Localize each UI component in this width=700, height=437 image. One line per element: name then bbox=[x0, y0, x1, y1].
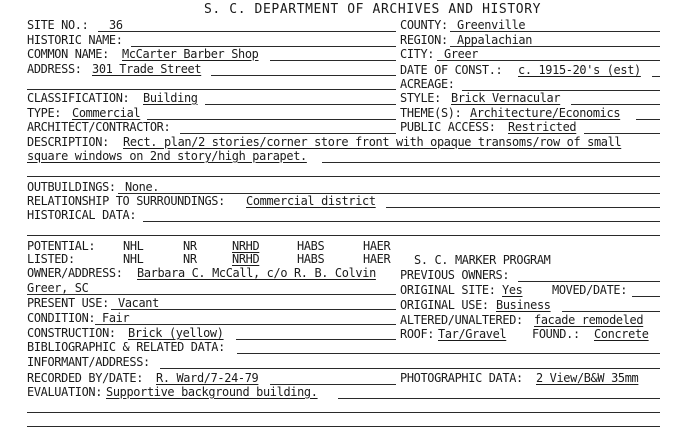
evaluation-label: EVALUATION: bbox=[27, 384, 103, 399]
date-const-line bbox=[652, 76, 660, 77]
common-name-line bbox=[270, 60, 396, 61]
outbuildings-value: None. bbox=[125, 179, 160, 194]
original-use-value: Business bbox=[496, 297, 551, 312]
region-label: REGION: bbox=[400, 32, 448, 47]
evaluation-blank-line-2 bbox=[27, 426, 660, 427]
date-const-value: c. 1915-20's (est) bbox=[518, 62, 641, 77]
roof-label: ROOF: bbox=[400, 326, 435, 341]
foundation-label: FOUND.: bbox=[532, 326, 580, 341]
type-value: Commercial bbox=[72, 105, 141, 120]
original-site-label: ORIGINAL SITE: bbox=[400, 282, 496, 297]
potential-nrhd: NRHD bbox=[232, 238, 260, 253]
city-value: Greer bbox=[444, 46, 479, 61]
historical-data-label: HISTORICAL DATA: bbox=[27, 207, 137, 222]
themes-line bbox=[636, 119, 660, 120]
region-value: Appalachian bbox=[457, 32, 533, 47]
photographic-data-label: PHOTOGRAPHIC DATA: bbox=[400, 370, 523, 385]
owner-label: OWNER/ADDRESS: bbox=[27, 265, 123, 280]
owner-line2: Greer, SC bbox=[27, 280, 89, 295]
public-access-label: PUBLIC ACCESS: bbox=[400, 119, 496, 134]
historical-blank-line bbox=[27, 235, 660, 236]
architect-label: ARCHITECT/CONTRACTOR: bbox=[27, 119, 171, 134]
type-line bbox=[147, 119, 396, 120]
common-name-value: McCarter Barber Shop bbox=[122, 46, 259, 61]
site-no-value: 36 bbox=[109, 17, 123, 32]
listed-haer: HAER bbox=[363, 251, 391, 266]
description-label: DESCRIPTION: bbox=[27, 134, 109, 149]
listed-habs: HABS bbox=[297, 251, 325, 266]
potential-label: POTENTIAL: bbox=[27, 238, 96, 253]
recorded-by-value: R. Ward/7-24-79 bbox=[156, 370, 259, 385]
classification-line bbox=[205, 104, 396, 105]
informant-line bbox=[160, 368, 660, 369]
potential-haer: HAER bbox=[363, 238, 391, 253]
roof-value: Tar/Gravel bbox=[438, 326, 507, 341]
listed-nr: NR bbox=[183, 251, 197, 266]
potential-nhl: NHL bbox=[123, 238, 144, 253]
public-access-value: Restricted bbox=[508, 119, 577, 134]
relationship-value: Commercial district bbox=[246, 193, 376, 208]
owner-line1: Barbara C. McCall, c/o R. B. Colvin bbox=[137, 265, 376, 280]
type-label: TYPE: bbox=[27, 105, 62, 120]
site-no-line bbox=[98, 31, 396, 32]
listed-nhl: NHL bbox=[123, 251, 144, 266]
original-site-value: Yes bbox=[502, 282, 523, 297]
bibliographic-line bbox=[237, 353, 660, 354]
relationship-line bbox=[386, 207, 660, 208]
photographic-data-value: 2 View/B&W 35mm bbox=[536, 370, 639, 385]
date-const-label: DATE OF CONST.: bbox=[400, 62, 503, 77]
county-value: Greenville bbox=[457, 17, 526, 32]
potential-habs: HABS bbox=[297, 238, 325, 253]
condition-value: Fair bbox=[102, 310, 130, 325]
common-name-label: COMMON NAME: bbox=[27, 46, 109, 61]
informant-label: INFORMANT/ADDRESS: bbox=[27, 354, 150, 369]
relationship-label: RELATIONSHIP TO SURROUNDINGS: bbox=[27, 193, 225, 208]
classification-value: Building bbox=[143, 90, 198, 105]
moved-date-line bbox=[632, 296, 660, 297]
description-line2: square windows on 2nd story/high parapet. bbox=[27, 148, 307, 163]
present-use-label: PRESENT USE: bbox=[27, 295, 109, 310]
site-no-label: SITE NO.: bbox=[27, 17, 89, 32]
address-value: 301 Trade Street bbox=[92, 61, 202, 76]
bibliographic-label: BIBLIOGRAPHIC & RELATED DATA: bbox=[27, 339, 225, 354]
marker-program: S. C. MARKER PROGRAM bbox=[414, 252, 551, 267]
recorded-by-label: RECORDED BY/DATE: bbox=[27, 370, 144, 385]
outbuildings-label: OUTBUILDINGS: bbox=[27, 179, 116, 194]
previous-owners-label: PREVIOUS OWNERS: bbox=[400, 267, 510, 282]
description-line1: Rect. plan/2 stories/corner store front with opaque transoms/row of small bbox=[123, 134, 622, 149]
themes-value: Architecture/Economics bbox=[470, 105, 621, 120]
evaluation-blank-line-1 bbox=[27, 412, 660, 413]
acreage-label: ACREAGE: bbox=[400, 76, 455, 91]
listed-nrhd: NRHD bbox=[232, 251, 260, 266]
construction-label: CONSTRUCTION: bbox=[27, 325, 116, 340]
moved-date-label: MOVED/DATE: bbox=[552, 282, 628, 297]
construction-value: Brick (yellow) bbox=[128, 325, 224, 340]
city-line bbox=[437, 60, 660, 61]
description-line2-rest bbox=[322, 162, 660, 163]
present-use-value: Vacant bbox=[118, 295, 159, 310]
original-use-label: ORIGINAL USE: bbox=[400, 297, 489, 312]
description-blank-line bbox=[27, 176, 660, 177]
address-line bbox=[211, 75, 396, 76]
potential-nr: NR bbox=[183, 238, 197, 253]
listed-label: LISTED: bbox=[27, 251, 75, 266]
present-use-line bbox=[111, 309, 396, 310]
construction-line bbox=[236, 339, 396, 340]
region-line bbox=[450, 46, 660, 47]
condition-label: CONDITION: bbox=[27, 310, 96, 325]
evaluation-value: Supportive background building. bbox=[106, 384, 318, 399]
altered-value: facade remodeled bbox=[534, 312, 644, 327]
address-label: ADDRESS: bbox=[27, 61, 82, 76]
themes-label: THEME(S): bbox=[400, 105, 462, 120]
historic-name-label: HISTORIC NAME: bbox=[27, 32, 123, 47]
evaluation-line bbox=[338, 398, 660, 399]
county-label: COUNTY: bbox=[400, 17, 448, 32]
city-label: CITY: bbox=[400, 46, 435, 61]
form-title: S. C. DEPARTMENT OF ARCHIVES AND HISTORY bbox=[204, 2, 542, 17]
foundation-value: Concrete bbox=[594, 326, 649, 341]
classification-label: CLASSIFICATION: bbox=[27, 90, 130, 105]
altered-label: ALTERED/UNALTERED: bbox=[400, 312, 523, 327]
style-label: STYLE: bbox=[400, 90, 441, 105]
historical-data-line bbox=[143, 221, 660, 222]
style-value: Brick Vernacular bbox=[451, 90, 561, 105]
